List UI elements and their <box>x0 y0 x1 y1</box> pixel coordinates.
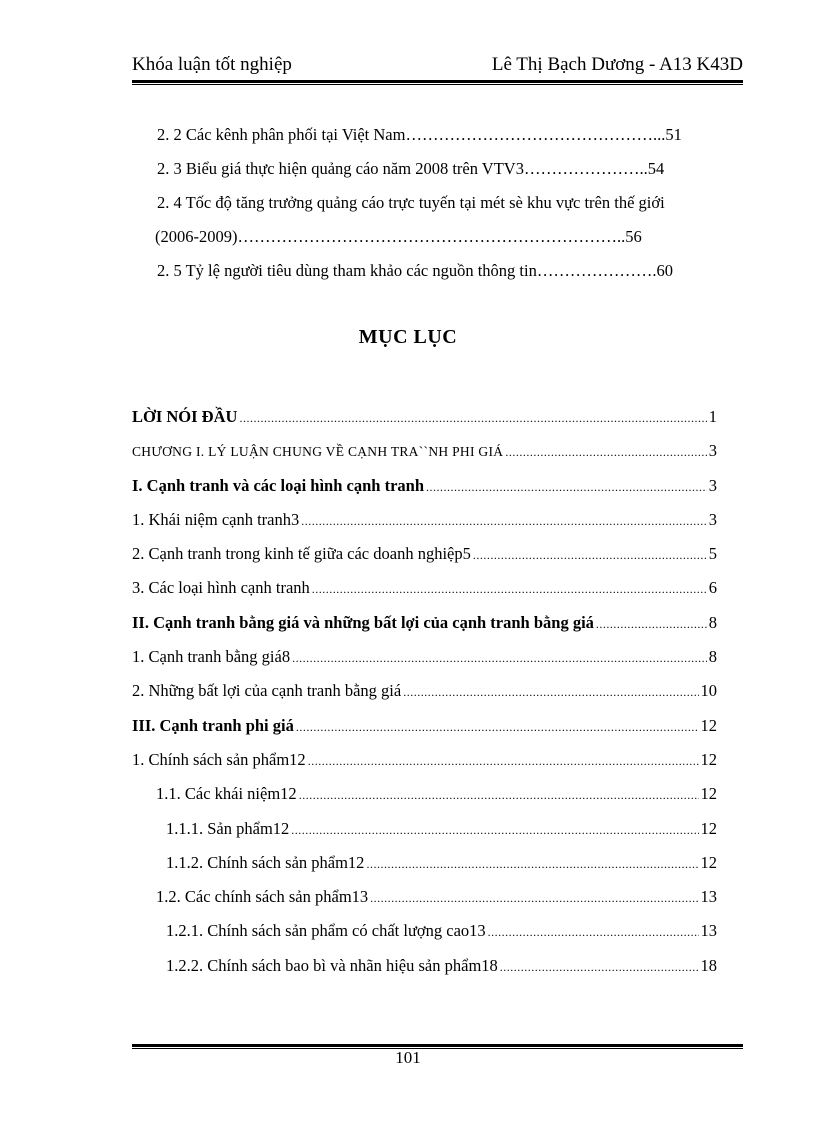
toc-entry <box>132 571 717 605</box>
toc-entry-text: 2. Cạnh tranh trong kinh tế giữa các doanh nghiệp5 <box>132 544 471 564</box>
toc-entry-page: 1 <box>708 407 717 426</box>
header-author: Lê Thị Bạch Dương - A13 K43D <box>491 54 743 75</box>
toc-leader <box>488 915 699 949</box>
toc-entry-page: 12 <box>700 749 717 769</box>
table-of-contents <box>132 400 717 983</box>
toc-entry <box>132 400 717 434</box>
toc-entry <box>132 503 717 537</box>
toc-entry-text: 1. Chính sách sản phẩm12 <box>132 749 306 769</box>
toc-entry <box>132 640 717 674</box>
toc-entry-text: 1.1. Các khái niệm12 <box>156 784 297 804</box>
figure-entry: 2. 2 Các kênh phân phối tại Việt Nam………………………………………...51 <box>157 125 682 144</box>
toc-leader <box>308 744 699 778</box>
toc-entry <box>132 709 717 743</box>
toc-entry-page: 3 <box>708 475 717 495</box>
toc-leader <box>403 675 698 709</box>
figure-list <box>157 118 742 288</box>
toc-entry-text: 1. Khái niệm cạnh tranh3 <box>132 509 300 529</box>
toc-leader <box>370 881 698 915</box>
toc-leader <box>292 641 707 675</box>
toc-entry <box>132 674 717 708</box>
toc-entry-text: 1.2. Các chính sách sản phẩm13 <box>156 887 369 907</box>
toc-entry-page: 5 <box>708 544 717 564</box>
page-header <box>132 50 743 76</box>
toc-leader <box>596 607 707 641</box>
toc-leader <box>473 538 707 572</box>
header-left-title: Khóa luận tốt nghiệp <box>132 54 292 75</box>
toc-entry-text: 1.2.1. Chính sách sản phẩm có chất lượng cao13 <box>166 921 486 941</box>
figure-entry-continuation: (2006-2009)……………………………………………………………..56 <box>155 227 642 246</box>
figure-entry: 2. 3 Biểu giá thực hiện quảng cáo năm 2008 trên VTV3…………………..54 <box>157 159 665 178</box>
toc-leader <box>500 950 699 984</box>
toc-leader <box>426 470 707 504</box>
toc-entry-page: 6 <box>708 578 717 598</box>
toc-entry <box>132 846 717 880</box>
toc-entry-page: 13 <box>700 887 717 907</box>
toc-entry <box>132 812 717 846</box>
toc-entry-text: II. Cạnh tranh bằng giá và những bất lợi của cạnh tranh bằng giá <box>132 612 594 632</box>
figure-entry: 2. 4 Tốc độ tăng trưởng quảng cáo trực tuyến tại mét sè khu vực trên thế giới <box>157 193 665 212</box>
toc-entry <box>132 434 717 468</box>
toc-entry-text: 3. Các loại hình cạnh tranh <box>132 578 310 598</box>
toc-leader <box>366 847 698 881</box>
toc-entry <box>132 949 717 983</box>
toc-leader <box>239 401 706 435</box>
toc-entry <box>132 469 717 503</box>
toc-entry-page: 12 <box>700 715 717 735</box>
toc-entry-text: III. Cạnh tranh phi giá <box>132 715 294 735</box>
toc-entry-page: 3 <box>708 509 717 529</box>
toc-entry-page: 12 <box>700 818 717 838</box>
toc-leader <box>299 778 699 812</box>
toc-entry <box>132 606 717 640</box>
toc-entry <box>132 537 717 571</box>
toc-entry-text: 1. Cạnh tranh bằng giá8 <box>132 647 291 667</box>
toc-entry-page: 13 <box>700 921 717 941</box>
toc-entry-page: 18 <box>700 955 717 975</box>
toc-entry-text: I. Cạnh tranh và các loại hình cạnh tranh <box>132 475 425 495</box>
toc-leader <box>505 435 706 469</box>
toc-entry-page: 8 <box>708 647 717 667</box>
toc-entry-page: 12 <box>700 784 717 804</box>
toc-leader <box>291 813 698 847</box>
toc-entry-text: 1.2.2. Chính sách bao bì và nhãn hiệu sản phẩm18 <box>166 955 498 975</box>
header-divider <box>132 80 743 85</box>
toc-entry <box>132 914 717 948</box>
toc-entry-page: 12 <box>700 852 717 872</box>
toc-entry <box>132 743 717 777</box>
toc-entry-text: 2. Những bất lợi của cạnh tranh bằng giá <box>132 681 402 701</box>
toc-entry <box>132 880 717 914</box>
toc-entry-page: 3 <box>708 441 717 461</box>
toc-entry-text: 1.1.2. Chính sách sản phẩm12 <box>166 852 365 872</box>
toc-leader <box>296 710 699 744</box>
toc-entry <box>132 777 717 811</box>
toc-title: MỤC LỤC <box>358 326 458 348</box>
figure-entry: 2. 5 Tỷ lệ người tiêu dùng tham khảo các nguồn thông tin………………….60 <box>157 261 673 280</box>
toc-entry-text: 1.1.1. Sản phẩm12 <box>166 818 290 838</box>
toc-entry-text: LỜI NÓI ĐẦU <box>132 407 238 426</box>
page-number: 101 <box>395 1048 421 1067</box>
toc-entry-page: 8 <box>708 612 717 632</box>
toc-entry-text: CHƯƠNG I. LÝ LUẬN CHUNG VỀ CẠNH TRA``NH PHI GIÁ <box>132 444 504 460</box>
toc-leader <box>312 572 707 606</box>
toc-leader <box>301 504 707 538</box>
toc-entry-page: 10 <box>700 681 717 701</box>
